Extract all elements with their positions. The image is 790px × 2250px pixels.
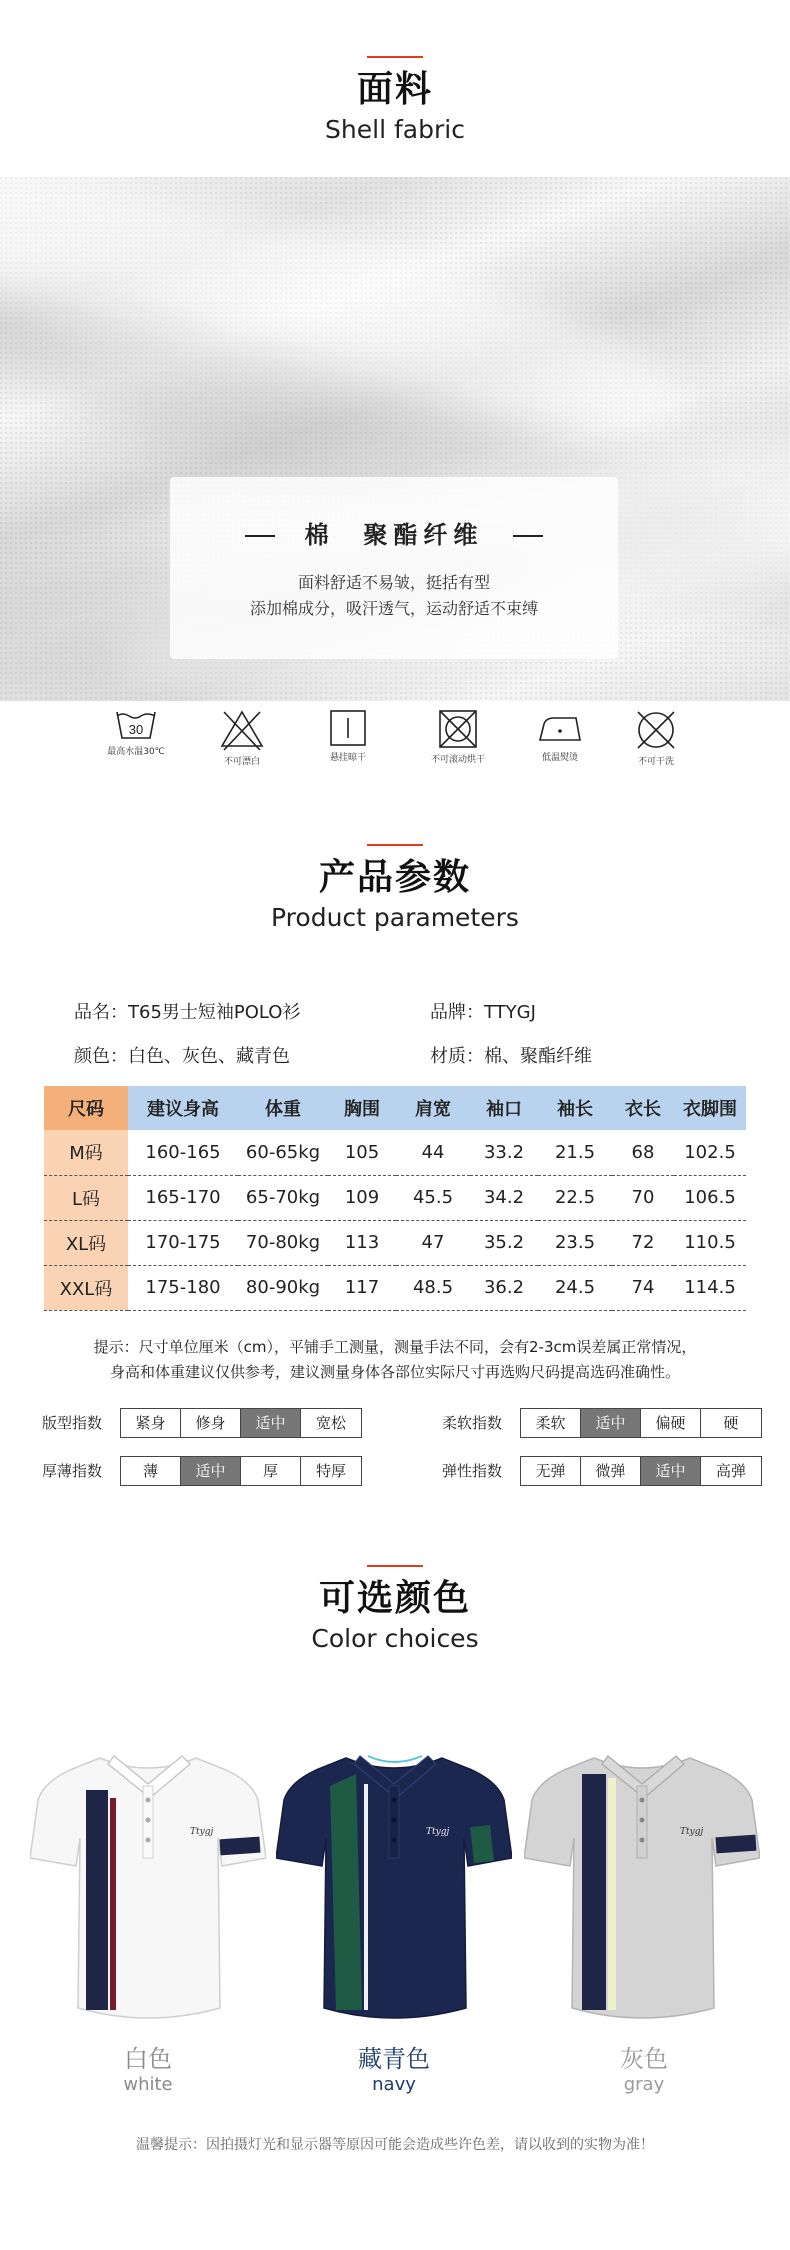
size-row xyxy=(44,1175,746,1220)
index-option: 柔软 xyxy=(521,1409,581,1437)
color-name-cn: 藏青色 xyxy=(358,2045,430,2073)
color-name-en: white xyxy=(123,2074,173,2095)
care-instructions xyxy=(0,708,790,768)
color-name-en: navy xyxy=(372,2074,416,2095)
size-tip xyxy=(0,1335,790,1385)
size-cell: 113 xyxy=(328,1220,396,1265)
care-item xyxy=(96,708,176,757)
colors-section-header xyxy=(0,1565,790,1655)
index-label: 厚薄指数 xyxy=(42,1462,103,1480)
care-label: 悬挂晾干 xyxy=(329,753,366,763)
col-header: 体重 xyxy=(238,1086,328,1130)
size-cell: 65-70kg xyxy=(238,1175,328,1220)
index-option: 无弹 xyxy=(521,1457,581,1485)
size-cell: 160-165 xyxy=(128,1130,238,1175)
index-option: 薄 xyxy=(121,1457,181,1485)
size-cell: 24.5 xyxy=(538,1265,612,1310)
svg-text:Ttygj: Ttygj xyxy=(190,1827,214,1837)
col-header: 衣脚围 xyxy=(674,1086,746,1130)
index-label: 弹性指数 xyxy=(442,1462,503,1480)
colors-title-en: Color choices xyxy=(311,1624,479,1653)
col-header: 袖口 xyxy=(470,1086,538,1130)
size-cell: 48.5 xyxy=(396,1265,470,1310)
svg-text:30: 30 xyxy=(128,722,144,737)
size-row xyxy=(44,1220,746,1265)
index-options xyxy=(520,1456,762,1486)
care-label: 不可漂白 xyxy=(223,757,260,767)
size-cell: 80-90kg xyxy=(238,1265,328,1310)
color-option-white[interactable] xyxy=(48,2044,248,2096)
fabric-material: 棉 聚酯纤维 xyxy=(304,521,484,549)
size-cell: 23.5 xyxy=(538,1220,612,1265)
col-header: 建议身高 xyxy=(128,1086,238,1130)
size-cell: 106.5 xyxy=(674,1175,746,1220)
size-table xyxy=(44,1086,746,1311)
fabric-desc-1: 面料舒适不易皱，挺括有型 xyxy=(297,573,490,592)
thickness-index xyxy=(42,1456,362,1486)
size-cell: 105 xyxy=(328,1130,396,1175)
index-option: 宽松 xyxy=(315,1414,346,1432)
care-item xyxy=(418,708,498,765)
care-item xyxy=(520,708,600,763)
care-label: 不可干洗 xyxy=(637,757,674,767)
size-cell: 70-80kg xyxy=(238,1220,328,1265)
size-cell: 45.5 xyxy=(396,1175,470,1220)
size-tip-line-2: 身高和体重建议仅供参考，建议测量身体各部位实际尺寸再选购尺码提高选码准确性。 xyxy=(109,1363,680,1381)
color-option-navy[interactable] xyxy=(294,2044,494,2096)
no-dry-clean-icon xyxy=(633,708,679,752)
index-option: 高弹 xyxy=(715,1462,746,1480)
no-tumble-dry-icon xyxy=(437,708,479,750)
size-cell: 74 xyxy=(612,1265,674,1310)
size-cell: 114.5 xyxy=(674,1265,746,1310)
product-colors: 颜色：白色、灰色、藏青色 xyxy=(74,1046,290,1067)
elasticity-index xyxy=(442,1456,762,1486)
index-option: 特厚 xyxy=(315,1462,346,1480)
wash-30-icon xyxy=(114,708,158,742)
index-option: 适中 xyxy=(581,1409,641,1437)
index-option: 适中 xyxy=(641,1457,701,1485)
index-option: 修身 xyxy=(181,1409,241,1437)
colors-title-cn: 可选颜色 xyxy=(318,1578,471,1619)
index-option: 适中 xyxy=(241,1409,301,1437)
col-header: 肩宽 xyxy=(396,1086,470,1130)
hang-dry-icon xyxy=(328,708,368,748)
col-header: 袖长 xyxy=(538,1086,612,1130)
fabric-title-cn: 面料 xyxy=(356,69,433,110)
care-item xyxy=(616,708,696,767)
softness-index xyxy=(442,1408,762,1438)
params-title-cn: 产品参数 xyxy=(318,857,471,898)
size-cell: 109 xyxy=(328,1175,396,1220)
size-label: XXL码 xyxy=(44,1265,128,1310)
product-name: 品名：T65男士短袖POLO衫 xyxy=(74,1002,301,1023)
fabric-title-en: Shell fabric xyxy=(325,115,465,144)
col-header: 尺码 xyxy=(44,1086,128,1130)
size-cell: 22.5 xyxy=(538,1175,612,1220)
size-cell: 35.2 xyxy=(470,1220,538,1265)
index-option: 紧身 xyxy=(121,1409,181,1437)
no-bleach-icon xyxy=(218,708,266,752)
index-option: 硬 xyxy=(723,1414,739,1432)
index-option: 偏硬 xyxy=(641,1409,701,1437)
size-cell: 36.2 xyxy=(470,1265,538,1310)
col-header: 胸围 xyxy=(328,1086,396,1130)
care-label: 低温熨烫 xyxy=(541,753,578,763)
size-cell: 44 xyxy=(396,1130,470,1175)
header-accent-bar xyxy=(367,844,423,846)
size-table-header xyxy=(44,1086,746,1130)
index-options xyxy=(120,1456,362,1486)
fabric-section-header xyxy=(0,56,790,146)
color-name-en: gray xyxy=(623,2074,665,2095)
size-cell: 60-65kg xyxy=(238,1130,328,1175)
size-cell: 170-175 xyxy=(128,1220,238,1265)
index-option: 厚 xyxy=(241,1457,301,1485)
index-label: 柔软指数 xyxy=(442,1414,503,1432)
care-item xyxy=(308,708,388,763)
size-tip-line-1: 提示：尺寸单位厘米（cm），平铺手工测量，测量手法不同，会有2-3cm误差属正常情况， xyxy=(93,1338,697,1356)
header-accent-bar xyxy=(367,1565,423,1567)
size-row xyxy=(44,1130,746,1175)
size-cell: 70 xyxy=(612,1175,674,1220)
gray-polo-shirt[interactable] xyxy=(524,1738,760,2028)
care-item xyxy=(202,708,282,767)
size-cell: 165-170 xyxy=(128,1175,238,1220)
size-row xyxy=(44,1265,746,1310)
size-cell: 34.2 xyxy=(470,1175,538,1220)
size-cell: 110.5 xyxy=(674,1220,746,1265)
fabric-desc-2: 添加棉成分，吸汗透气，运动舒适不束缚 xyxy=(249,599,538,618)
size-cell: 47 xyxy=(396,1220,470,1265)
size-cell: 72 xyxy=(612,1220,674,1265)
svg-text:Ttygj: Ttygj xyxy=(426,1827,450,1837)
color-name-cn: 灰色 xyxy=(620,2045,668,2073)
size-label: L码 xyxy=(44,1175,128,1220)
color-name-cn: 白色 xyxy=(124,2045,172,2073)
size-cell: 33.2 xyxy=(470,1130,538,1175)
size-cell: 21.5 xyxy=(538,1130,612,1175)
navy-polo-shirt[interactable] xyxy=(276,1738,512,2028)
fabric-image xyxy=(0,177,790,701)
product-material: 材质：棉、聚酯纤维 xyxy=(430,1046,592,1067)
svg-text:Ttygj: Ttygj xyxy=(680,1827,704,1837)
index-options xyxy=(520,1408,762,1438)
white-polo-shirt[interactable] xyxy=(30,1738,266,2028)
size-cell: 117 xyxy=(328,1265,396,1310)
size-cell: 68 xyxy=(612,1130,674,1175)
low-iron-icon xyxy=(536,708,584,748)
header-accent-bar xyxy=(367,56,423,58)
care-label: 最高水温30℃ xyxy=(107,747,165,757)
params-section-header xyxy=(0,844,790,934)
index-label: 版型指数 xyxy=(42,1414,103,1432)
params-title-en: Product parameters xyxy=(271,903,519,932)
fit-index xyxy=(42,1408,362,1438)
size-cell: 175-180 xyxy=(128,1265,238,1310)
fabric-info-card xyxy=(170,477,618,659)
care-label: 不可滚动烘干 xyxy=(430,755,485,765)
col-header: 衣长 xyxy=(612,1086,674,1130)
product-brand: 品牌：TTYGJ xyxy=(430,1002,536,1023)
size-cell: 102.5 xyxy=(674,1130,746,1175)
index-option: 适中 xyxy=(181,1457,241,1485)
index-option: 微弹 xyxy=(581,1457,641,1485)
index-options xyxy=(120,1408,362,1438)
size-label: M码 xyxy=(44,1130,128,1175)
color-disclaimer: 温馨提示：因拍摄灯光和显示器等原因可能会造成些许色差，请以收到的实物为准！ xyxy=(136,2137,654,2153)
color-option-gray[interactable] xyxy=(544,2044,744,2096)
size-label: XL码 xyxy=(44,1220,128,1265)
